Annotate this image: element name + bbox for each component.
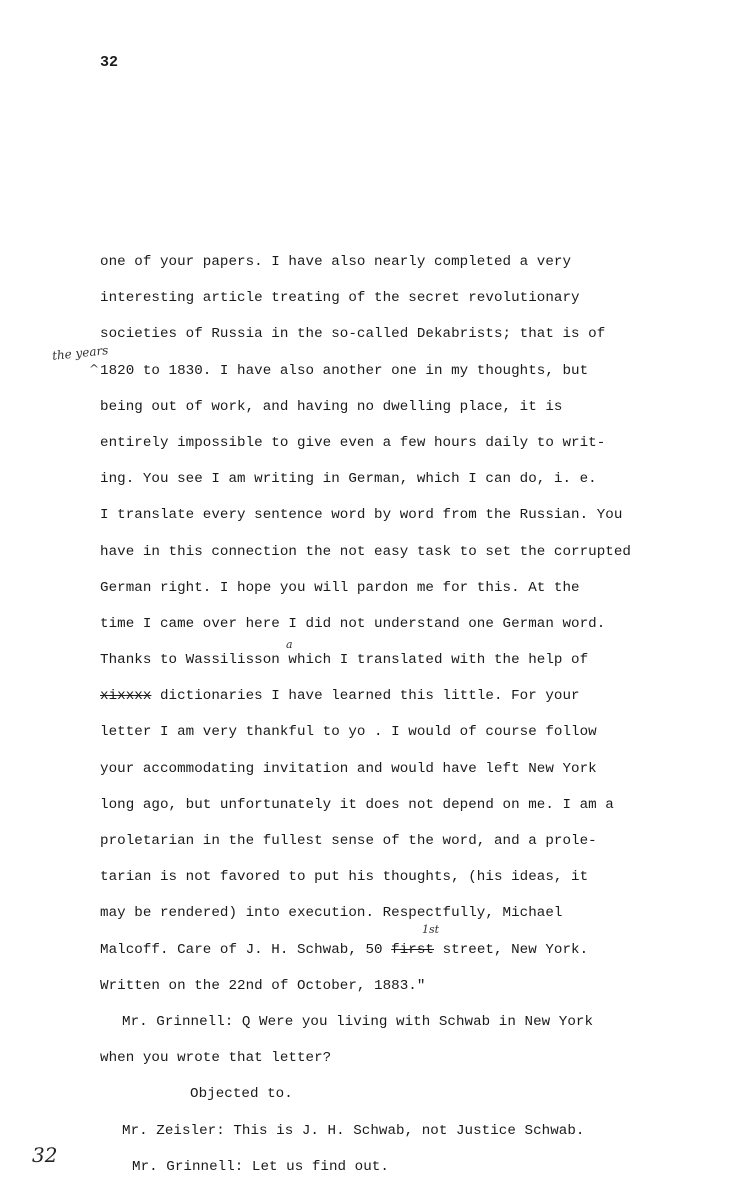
text-line-7: ing. You see I am writing in German, which I can do, i. e. — [100, 471, 597, 488]
struck-word: xixxxx — [100, 688, 152, 705]
text-line-25: Mr. Zeisler: This is J. H. Schwab, not Justice Schwab. — [122, 1122, 585, 1139]
text-line-3: societies of Russia in the so-called Dekabrists; that is of — [100, 326, 606, 343]
insert-note-st: 1st — [422, 923, 440, 936]
text-line-21: Written on the 22nd of October, 1883." — [100, 977, 426, 994]
text-line-2: interesting article treating of the secret revolutionary — [100, 290, 580, 307]
text-line-24: Objected to. — [190, 1086, 293, 1103]
text-line-9: have in this connection the not easy task to set the corrupted — [100, 543, 631, 560]
text-line-10: German right. I hope you will pardon me for this. At the — [100, 579, 580, 596]
text-line-20-rest: street, New York. — [434, 941, 589, 958]
text-line-23: when you wrote that letter? — [100, 1050, 332, 1067]
text-line-14: letter I am very thankful to yo . I would of course follow — [100, 724, 597, 741]
text-line-4: 1820 to 1830. I have also another one in my thoughts, but — [100, 362, 589, 379]
body-text — [100, 250, 700, 1191]
text-line-20 — [100, 938, 700, 974]
text-line-13-rest: dictionaries I have learned this little. For your — [151, 688, 580, 705]
page-number: 32 — [100, 54, 119, 71]
margin-note: the years — [51, 343, 109, 363]
text-line-22: Mr. Grinnell: Q Were you living with Schwab in New York — [122, 1013, 594, 1030]
folio-note: 32 — [32, 1143, 58, 1167]
text-line-17: proletarian in the fullest sense of the word, and a prole- — [100, 833, 597, 849]
text-line-5: being out of work, and having no dwelling place, it is — [100, 398, 563, 415]
text-line-6: entirely impossible to give even a few hours daily to writ- — [100, 434, 606, 451]
text-line-20-start: Malcoff. Care of J. H. Schwab, 50 — [100, 941, 392, 958]
text-line-8: I translate every sentence word by word from the Russian. You — [100, 507, 623, 524]
text-line-12: Thanks to Wassilisson which I translated with the help of — [100, 652, 589, 669]
margin-caret: ^ — [89, 362, 100, 376]
struck-word-first: first — [391, 941, 434, 958]
text-line-19: may be rendered) into execution. Respectfully, Michael — [100, 905, 563, 922]
text-line-11: time I came over here I did not understand one German word. — [100, 615, 606, 632]
text-line-26: Mr. Grinnell: Let us find out. — [132, 1158, 389, 1175]
insert-note-a: a — [286, 638, 293, 651]
text-line-13 — [100, 684, 700, 720]
text-line-1: one of your papers. I have also nearly completed a very — [100, 254, 572, 270]
text-line-15: your accommodating invitation and would have left New York — [100, 760, 597, 777]
text-line-18: tarian is not favored to put his thoughts, (his ideas, it — [100, 869, 589, 886]
text-line-16: long ago, but unfortunately it does not depend on me. I am a — [100, 796, 614, 813]
